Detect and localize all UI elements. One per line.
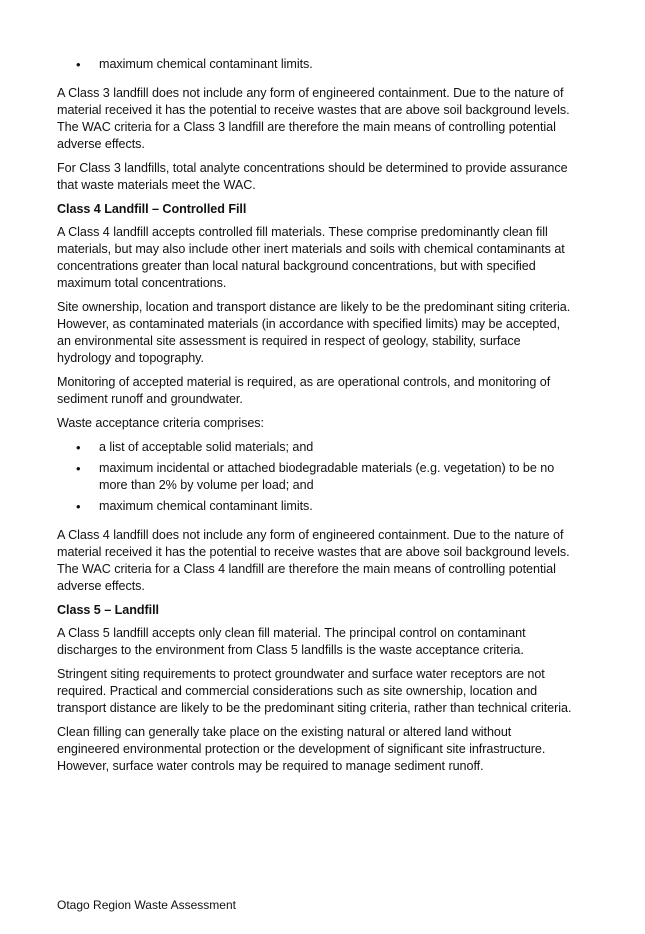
class4-paragraph: Monitoring of accepted material is required, as are operational controls, and monitoring of sediment runoff and groundwater. bbox=[57, 375, 551, 406]
class5-heading: Class 5 – Landfill bbox=[57, 603, 159, 617]
list-item: • maximum incidental or attached biodegradable materials (e.g. vegetation) to be no more than 2% by volume per load; and bbox=[57, 460, 577, 494]
class4-heading: Class 4 Landfill – Controlled Fill bbox=[57, 202, 247, 216]
intro-bullet-list bbox=[57, 56, 577, 73]
class4-paragraph: Site ownership, location and transport distance are likely to be the predominant siting criteria. However, as contaminated materials (in accordance with specified limits) may be accepted, an environmental site assessment is required in respect of geology, stability, surface hydrology and topography. bbox=[57, 300, 571, 365]
class5-paragraph: A Class 5 landfill accepts only clean fill material. The principal control on contaminant discharges to the environment from Class 5 landfills is the waste acceptance criteria. bbox=[57, 626, 526, 657]
class5-paragraph: Stringent siting requirements to protect groundwater and surface water receptors are not required. Practical and commercial considerations such as site ownership, location and transport distance are likely to be the predominant siting criteria, rather than technical criteria. bbox=[57, 667, 572, 715]
list-item: • maximum chemical contaminant limits. bbox=[57, 56, 577, 73]
list-item: • a list of acceptable solid materials; and bbox=[57, 439, 577, 456]
page-footer: Otago Region Waste Assessment bbox=[57, 898, 236, 912]
class4-paragraph: A Class 4 landfill does not include any form of engineered containment. Due to the nature of material received it has the potential to receive wastes that are above soil background levels. The WAC criteria for a Class 4 landfill are therefore the main means of controlling potential adverse effects. bbox=[57, 528, 570, 593]
class3-paragraph: A Class 3 landfill does not include any form of engineered containment. Due to the nature of material received it has the potential to receive wastes that are above soil background levels. The WAC criteria for a Class 3 landfill are therefore the main means of controlling potential adverse effects. bbox=[57, 86, 570, 151]
class4-paragraph: A Class 4 landfill accepts controlled fill materials. These comprise predominantly clean fill materials, but may also include other inert materials and soils with chemical contaminants at concentrations greater than local natural background concentrations, but with specified maximum total concentrations. bbox=[57, 225, 565, 290]
class3-paragraph: For Class 3 landfills, total analyte concentrations should be determined to provide assurance that waste materials meet the WAC. bbox=[57, 161, 568, 192]
class4-criteria-list bbox=[57, 439, 577, 515]
class5-paragraph: Clean filling can generally take place on the existing natural or altered land without engineered environmental protection or the development of significant site infrastructure. However, surface water controls may be required to manage sediment runoff. bbox=[57, 725, 546, 773]
document-body bbox=[57, 56, 577, 782]
list-item: • maximum chemical contaminant limits. bbox=[57, 498, 577, 515]
class4-paragraph: Waste acceptance criteria comprises: bbox=[57, 416, 265, 430]
